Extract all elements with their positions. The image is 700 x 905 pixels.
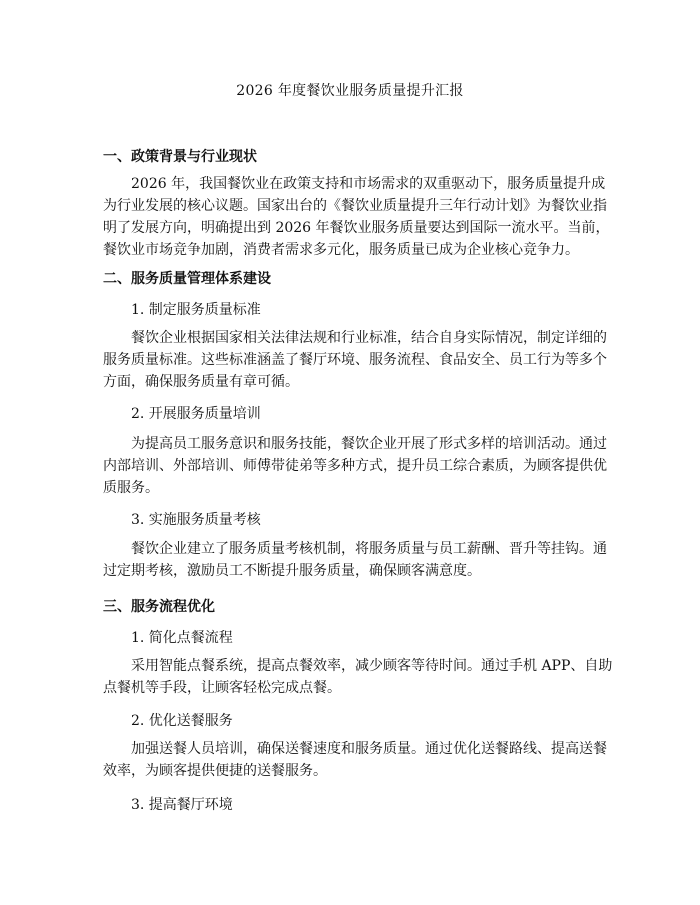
paragraph-line: 2026 年，我国餐饮业在政策支持和市场需求的双重驱动下，服务质量提升成 bbox=[131, 176, 606, 192]
paragraph-line: 过定期考核，激励员工不断提升服务质量，确保顾客满意度。 bbox=[103, 563, 481, 579]
subheading-standards: 1. 制定服务质量标准 bbox=[131, 302, 261, 318]
paragraph-ordering bbox=[103, 655, 613, 699]
paragraph-line: 服务质量标准。这些标准涵盖了餐厅环境、服务流程、食品安全、员工行为等多个 bbox=[103, 352, 607, 368]
subheading-assessment: 3. 实施服务质量考核 bbox=[131, 512, 261, 528]
paragraph-assessment bbox=[103, 538, 607, 582]
paragraph-line: 加强送餐人员培训，确保送餐速度和服务质量。通过优化送餐路线、提高送餐 bbox=[131, 741, 607, 757]
section-paragraph-policy bbox=[103, 173, 610, 261]
paragraph-line: 效率，为顾客提供便捷的送餐服务。 bbox=[103, 763, 327, 779]
document-title: 2026 年度餐饮业服务质量提升汇报 bbox=[236, 83, 464, 99]
subheading-environment: 3. 提高餐厅环境 bbox=[131, 797, 233, 813]
subheading-training: 2. 开展服务质量培训 bbox=[131, 406, 261, 422]
paragraph-line: 点餐机等手段，让顾客轻松完成点餐。 bbox=[103, 680, 341, 696]
paragraph-line: 餐饮企业建立了服务质量考核机制，将服务质量与员工薪酬、晋升等挂钩。通 bbox=[131, 541, 607, 557]
paragraph-line: 餐饮业市场竞争加剧，消费者需求多元化，服务质量已成为企业核心竞争力。 bbox=[103, 242, 579, 258]
section-heading-management: 二、服务质量管理体系建设 bbox=[103, 271, 271, 287]
paragraph-standards bbox=[103, 327, 607, 393]
subheading-ordering: 1. 简化点餐流程 bbox=[131, 630, 233, 646]
paragraph-line: 质服务。 bbox=[103, 480, 159, 496]
paragraph-line: 采用智能点餐系统，提高点餐效率，减少顾客等待时间。通过手机 APP、自助 bbox=[131, 658, 613, 674]
paragraph-line: 餐饮企业根据国家相关法律法规和行业标准，结合自身实际情况，制定详细的 bbox=[131, 330, 607, 346]
paragraph-line: 内部培训、外部培训、师傅带徒弟等多种方式，提升员工综合素质，为顾客提供优 bbox=[103, 458, 607, 474]
paragraph-line: 为行业发展的核心议题。国家出台的《餐饮业质量提升三年行动计划》为餐饮业指 bbox=[103, 198, 607, 214]
paragraph-delivery bbox=[103, 738, 607, 782]
paragraph-line: 明了发展方向，明确提出到 2026 年餐饮业服务质量要达到国际一流水平。当前， bbox=[103, 220, 610, 236]
section-heading-process: 三、服务流程优化 bbox=[103, 599, 215, 615]
paragraph-line: 方面，确保服务质量有章可循。 bbox=[103, 374, 299, 390]
paragraph-training bbox=[103, 433, 607, 499]
section-heading-policy: 一、政策背景与行业现状 bbox=[103, 149, 257, 165]
subheading-delivery: 2. 优化送餐服务 bbox=[131, 713, 233, 729]
paragraph-line: 为提高员工服务意识和服务技能，餐饮企业开展了形式多样的培训活动。通过 bbox=[131, 436, 607, 452]
